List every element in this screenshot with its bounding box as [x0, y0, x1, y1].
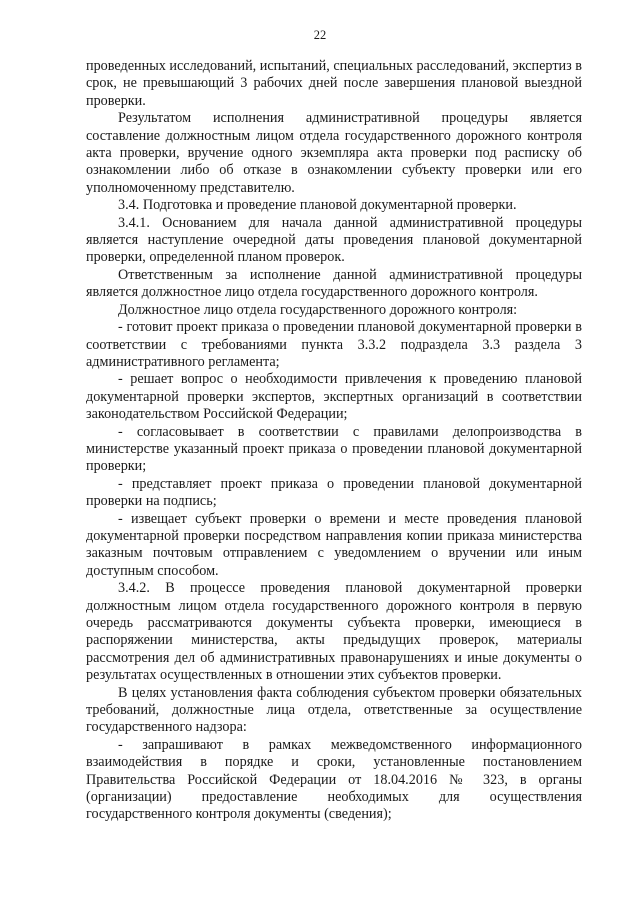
list-item: - представляет проект приказа о проведении плановой документарной проверки на подпись;	[86, 475, 582, 510]
section-heading: 3.4. Подготовка и проведение плановой документарной проверки.	[118, 197, 517, 214]
paragraph: Результатом исполнения административной процедуры является составление должностным лицом отдела государственного дорожного контроля акта проверки, вручение одного экземпляра акта проверки под расписку об ознакомлении либо об отказе в ознакомлении субъекту проверки или его уполномоченному представителю.	[86, 110, 582, 196]
list-item: - извещает субъект проверки о времени и месте проведения плановой документарной проверки посредством направления копии приказа министерства заказным почтовым отправлением с уведомлением о вручении или иным доступным способом.	[86, 510, 582, 579]
list-item: - согласовывает в соответствии с правилами делопроизводства в министерстве указанный проект приказа о проведении плановой документарной проверки;	[86, 423, 582, 475]
paragraph: В целях установления факта соблюдения субъектом проверки обязательных требований, должностные лица отдела, ответственные за осуществление государственного надзора:	[86, 684, 582, 736]
list-item: - запрашивают в рамках межведомственного информационного взаимодействия в порядке и сроки, установленные постановлением Правительства Российской Федерации от 18.04.2016 № 323, в органы (организации) предоставление необходимых для осуществления государственного контроля документы (сведения);	[86, 736, 582, 823]
page-number: 22	[313, 28, 327, 42]
paragraph: Должностное лицо отдела государственного дорожного контроля:	[118, 301, 518, 318]
list-item: - готовит проект приказа о проведении плановой документарной проверки в соответствии с требованиями пункта 3.3.2 подраздела 3.3 раздела 3 административного регламента;	[86, 319, 582, 370]
paragraph: проведенных исследований, испытаний, специальных расследований, экспертиз в срок, не превышающий 3 рабочих дней после завершения плановой выездной проверки.	[86, 58, 582, 109]
document-body	[86, 58, 582, 824]
paragraph: 3.4.1. Основанием для начала данной административной процедуры является наступление очередной даты проведения плановой документарной проверки, определенной планом проверок.	[86, 214, 582, 266]
list-item: - решает вопрос о необходимости привлечения к проведению плановой документарной проверки экспертов, экспертных организаций в соответствии законодательством Российской Федерации;	[86, 371, 582, 423]
paragraph: 3.4.2. В процессе проведения плановой документарной проверки должностным лицом отдела государственного дорожного контроля в первую очередь рассматриваются документы субъекта проверки, имеющиеся в распоряжении министерства, акты предыдущих проверок, материалы рассмотрения дел об административных правонарушениях и иные документы о результатах осуществленных в отношении этих субъектов проверки.	[86, 580, 582, 684]
paragraph: Ответственным за исполнение данной административной процедуры является должностное лицо отдела государственного дорожного контроля.	[86, 266, 582, 301]
